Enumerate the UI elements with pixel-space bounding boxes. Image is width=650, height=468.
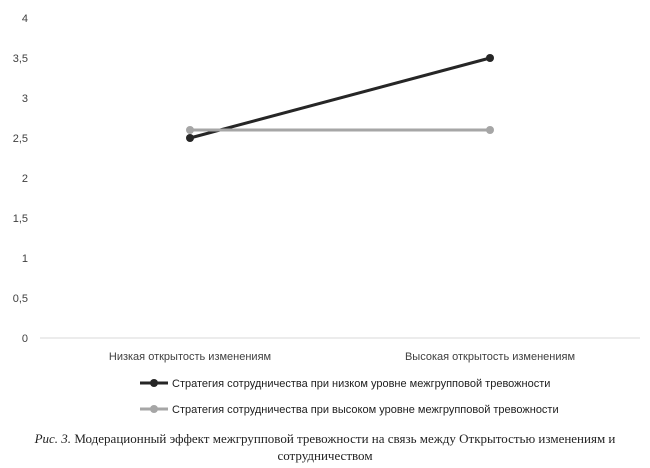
y-tick-label: 1 [21,253,28,265]
legend [140,378,559,416]
y-tick-label: 2 [21,173,28,185]
legend-swatch-marker [150,405,158,413]
x-category-label: Высокая открытость изменениям [404,351,576,363]
y-axis-ticks [13,13,28,345]
y-tick-label: 0 [21,333,28,345]
caption-label: Рис. 3. [34,431,72,446]
y-tick-label: 2,5 [12,133,28,145]
x-category-label: Низкая открытость изменениям [108,351,272,363]
legend-swatch-marker [150,379,158,387]
plot-area [186,54,494,142]
data-point [486,54,494,62]
figure-caption [0,430,650,464]
legend-label: Стратегия сотрудничества при высоком уровне межгрупповой тревожности [172,404,559,416]
y-tick-label: 3 [21,93,28,105]
caption-text: Модерационный эффект межгрупповой тревожности на связь между Открытостью изменениям и сотрудничеством [71,431,616,463]
y-tick-label: 3,5 [12,53,28,65]
legend-label: Стратегия сотрудничества при низком уровне межгрупповой тревожности [172,378,551,390]
y-tick-label: 1,5 [12,213,28,225]
y-tick-label: 0,5 [12,293,28,305]
y-tick-label: 4 [21,13,28,25]
data-point [186,126,194,134]
x-axis-categories [109,351,575,363]
data-point [186,134,194,142]
series-line [190,58,490,138]
data-point [486,126,494,134]
